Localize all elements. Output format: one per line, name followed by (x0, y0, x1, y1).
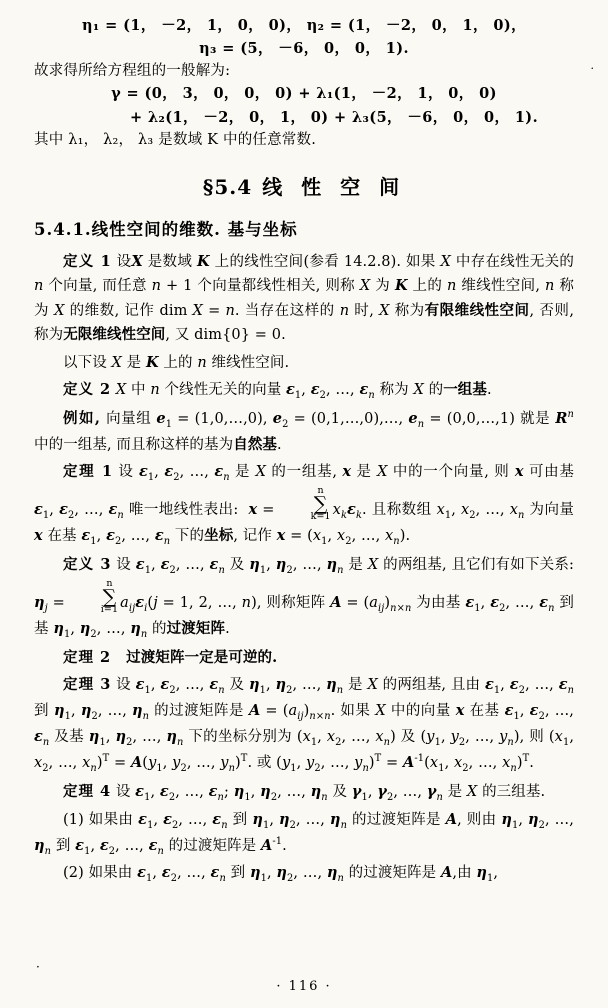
paragraph-theorem-3 (34, 673, 574, 776)
paragraph-definition-3 (34, 553, 574, 643)
paragraph-note: 以下设 X 是 K 上的 n 维线性空间. (63, 353, 290, 371)
paragraph-item-2 (34, 861, 574, 887)
paragraph-lead: 定理 2 (63, 648, 112, 666)
paragraph-lead: 定理 4 (63, 782, 112, 800)
equation-eta-3: η₃ = (5， －6， 0， 0， 1). (199, 40, 409, 58)
general-solution-lead: 故求得所给方程组的一般解为: (34, 63, 231, 80)
paragraph-body: 设 $\varepsilon_1$, $\varepsilon_2$, …, $\varepsilon_n$ 是 X 的一组基, x 是 X 中的一个向量, 则 x 可由基 $\varepsilon_1$, $\varepsilon_2$, …, $\varepsilon_n$ 唯一地线性表出: x = n ∑ k=1 $x_k\varepsilon_k$. 且称数组 $x_1$, $x_2$, …, $x_n$ 为向量 x 在基 $\varepsilon_1$, $\varepsilon_2$, …, $\varepsilon_n$ 下的坐标, 记作 $x = (x_1$, $x_2$, …, $x_n$). (34, 463, 575, 548)
paragraph-body: 向量组 $e_1$ = (1,0,…,0), $e_2$ = (0,1,…,0),…, $e_n$ = (0,0,…,1) 就是 $R^n$ 中的一组基, 而且称这样的基为自然基. (34, 409, 574, 453)
equation-eta-1-2: η₁ = (1， －2， 1， 0， 0)， η₂ = (1， －2， 0， 1， 0)， (81, 17, 527, 34)
paragraph-lead: 定义 2 (63, 381, 112, 399)
paragraph-body: 设 $\varepsilon_1$, $\varepsilon_2$, …, $\varepsilon_n$ 及 $\eta_1$, $\eta_2$, …, $\eta_n$ 是 X 的两组基, 且由 $\varepsilon_1$, $\varepsilon_2$, …, $\varepsilon_n$ 到 $\eta_1$, $\eta_2$, …, $\eta_n$ 的过渡矩阵是 $A = (a_{ij})_{n\times n}$. 如果 X 中的向量 x 在基 $\varepsilon_1$, $\varepsilon_2$, …, $\varepsilon_n$ 及基 $\eta_1$, $\eta_2$, …, $\eta_n$ 下的坐标分别为 ($x_1$, $x_2$, …, $x_n$) 及 ($y_1$, $y_2$, …, $y_n$), 则 ($x_1$, $x_2$, …, $x_n)^T = A(y_1$, $y_2$, …, $y_n)^T$. 或 ($y_1$, $y_2$, …, $y_n)^T = A^{-1}(x_1$, $x_2$, …, $x_n)^T$. (34, 676, 575, 774)
paragraph-body: X 中 n 个线性无关的向量 $\varepsilon_1$, $\varepsilon_2$, …, $\varepsilon_n$ 称为 X 的一组基. (115, 381, 492, 402)
paragraph-lead: 定理 1 (63, 463, 114, 481)
item-marker: (1) (63, 811, 84, 828)
paragraph-definition-2 (34, 378, 574, 404)
paragraph-lead: 定义 1 (63, 252, 112, 270)
page-edge-mark: · (590, 62, 594, 75)
summation-symbol: n ∑ i=1 (100, 578, 119, 616)
section-title-text: 线 性 空 间 (262, 174, 406, 199)
paragraph-body: 设 $\varepsilon_1$, $\varepsilon_2$, …, $\varepsilon_n$ 及 $\eta_1$, $\eta_2$, …, $\eta_n$ 是 X 的两组基, 且它们有如下关系: $\eta_j$ = n ∑ i=1 $a_{ij}\varepsilon_i(j = 1$, 2, …, n), 则称矩阵 $A = (a_{ij})_{n\times n}$ 为由基 $\varepsilon_1$, $\varepsilon_2$, …, $\varepsilon_n$ 到基 $\eta_1$, $\eta_2$, …, $\eta_n$ 的过渡矩阵. (34, 556, 575, 640)
section-number: §5.4 (202, 174, 253, 199)
item-marker: (2) (63, 865, 84, 882)
paragraph-theorem-1 (34, 460, 574, 550)
corner-dot-mark: · (36, 960, 40, 974)
paragraph-theorem-4 (34, 780, 574, 806)
paragraph-body: 设 $\varepsilon_1$, $\varepsilon_2$, …, $\varepsilon_n$; $\eta_1$, $\eta_2$, …, $\eta_n$ 及 $\gamma_1$, $\gamma_2$, …, $\gamma_n$ 是 X 的三组基. (115, 782, 546, 803)
page-number: · 116 · (276, 979, 332, 994)
paragraph-lead: 定理 3 (63, 676, 112, 694)
paragraph-body: 如果由 $\varepsilon_1$, $\varepsilon_2$, …, $\varepsilon_n$ 到 $\eta_1$, $\eta_2$, …, $\eta_n$ 的过渡矩阵是 A, 则由 $\eta_1$, $\eta_2$, …, $\eta_n$ 到 $\varepsilon_1$, $\varepsilon_2$, …, $\varepsilon_n$ 的过渡矩阵是 $A^{-1}$. (34, 810, 574, 857)
lambda-note: 其中 λ₁， λ₂， λ₃ 是数域 K 中的任意常数. (34, 131, 317, 148)
paragraph-theorem-2 (34, 646, 574, 670)
summation-symbol: n ∑ k=1 (310, 485, 331, 523)
equation-gamma-part2: + λ₂(1， －2， 0， 1， 0) + λ₃(5， －6， 0， 0， 1). (129, 108, 539, 126)
subsection-heading: 5.4.1.线性空间的维数. 基与坐标 (34, 219, 298, 239)
paragraph-body: 如果由 $\varepsilon_1$, $\varepsilon_2$, …, $\varepsilon_n$ 到 $\eta_1$, $\eta_2$, …, $\eta_n$ 的过渡矩阵是 A,由 $\eta_1$, (88, 864, 499, 885)
paragraph-lead: 例如, (63, 410, 101, 428)
paragraph-body: 过渡矩阵一定是可逆的. (115, 648, 278, 666)
paragraph-lead: 定义 3 (63, 556, 112, 574)
equation-gamma-part1: γ = (0， 3， 0， 0， 0) + λ₁(1， －2， 1， 0， 0) (111, 85, 497, 103)
paragraph-body: 设X 是数域 K 上的线性空间(参看 14.2.8). 如果 X 中存在线性无关的 n 个向量, 而任意 n + 1 个向量都线性相关, 则称 X 为 K 上的 n 维线性空间, n 称为 X 的维数, 记作 dim X = n. 当存在这样的 n 时, X 称为有限维线性空间, 否则, 称为无限维线性空间, 又 dim{0} = 0. (34, 252, 575, 344)
section-heading (34, 171, 574, 200)
paragraph-definition-1 (34, 250, 574, 348)
paragraph-example (34, 407, 574, 457)
paragraph-item-1 (34, 808, 574, 860)
